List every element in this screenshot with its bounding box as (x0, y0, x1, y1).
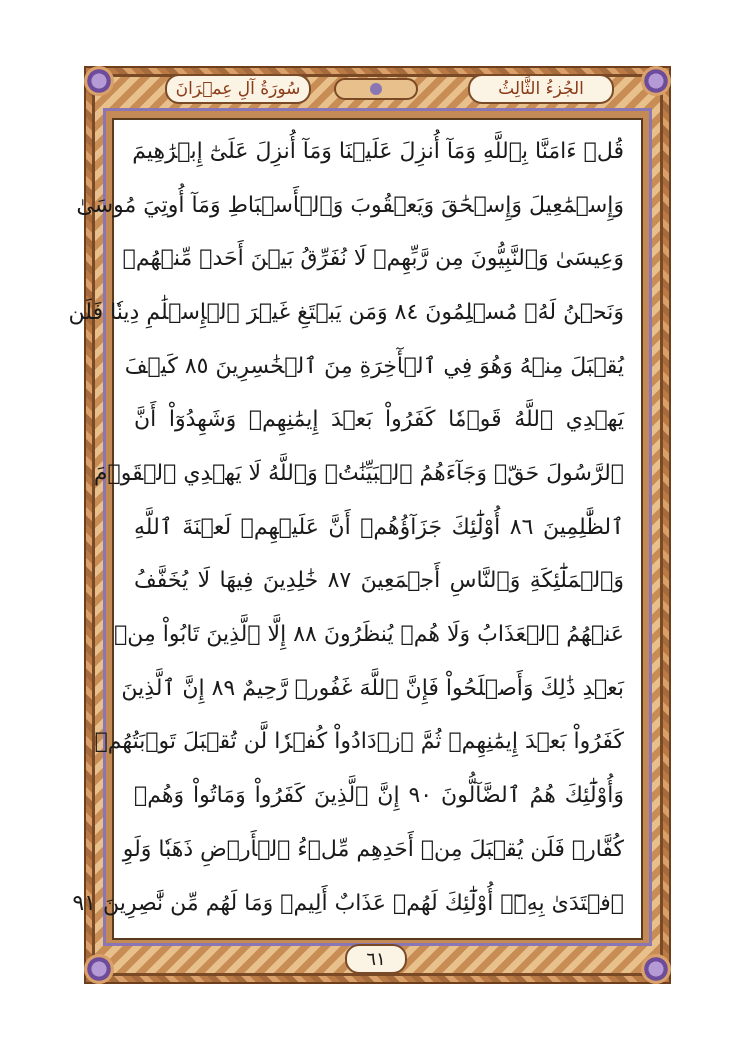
text-line-10: عَنۡهُمُ ٱلۡعَذَابُ وَلَا هُمۡ يُنظَرُونَ ٨٨ إِلَّا ٱلَّذِينَ تَابُواْ مِنۢ (114, 622, 624, 647)
text-line-13: وَأُوْلَٰٓئِكَ هُمُ ٱلضَّآلُّونَ ٩٠ إِنَّ ٱلَّذِينَ كَفَرُواْ وَمَاتُواْ وَهُمۡ (134, 783, 624, 808)
text-line-5: يُقۡبَلَ مِنۡهُ وَهُوَ فِي ٱلۡأٓخِرَةِ مِنَ ٱلۡخَٰسِرِينَ ٨٥ كَيۡفَ (124, 354, 624, 379)
text-line-15: ٱفۡتَدَىٰ بِهِۦٓۗ أُوْلَٰٓئِكَ لَهُمۡ عَذَابٌ أَلِيمٞ وَمَا لَهُم مِّن نَّٰصِرِينَ ٩١ (72, 891, 624, 916)
text-line-11: بَعۡدِ ذَٰلِكَ وَأَصۡلَحُواْ فَإِنَّ ٱللَّهَ غَفُورٞ رَّحِيمٌ ٨٩ إِنَّ ٱلَّذِينَ (121, 676, 624, 701)
corner-ornament-top-right (641, 66, 671, 96)
text-line-7: ٱلرَّسُولَ حَقّٞ وَجَآءَهُمُ ٱلۡبَيِّنَٰتُۚ وَٱللَّهُ لَا يَهۡدِي ٱلۡقَوۡمَ (93, 461, 624, 486)
quran-text-panel (68, 118, 643, 940)
text-line-12: كَفَرُواْ بَعۡدَ إِيمَٰنِهِمۡ ثُمَّ ٱزۡدَادُواْ كُفۡرٗا لَّن تُقۡبَلَ تَوۡبَتُهُمۡ (94, 729, 624, 754)
header-center-ornament (334, 78, 418, 100)
text-line-1: قُلۡ ءَامَنَّا بِٱللَّهِ وَمَآ أُنزِلَ عَلَيۡنَا وَمَآ أُنزِلَ عَلَىٰٓ إِبۡرَٰهِيمَ (132, 139, 624, 164)
text-line-6: يَهۡدِي ٱللَّهُ قَوۡمٗا كَفَرُواْ بَعۡدَ إِيمَٰنِهِمۡ وَشَهِدُوٓاْ أَنَّ (134, 407, 624, 432)
page-number: ٦١ (345, 944, 407, 974)
text-line-4: وَنَحۡنُ لَهُۥ مُسۡلِمُونَ ٨٤ وَمَن يَبۡتَغِ غَيۡرَ ٱلۡإِسۡلَٰمِ دِينٗا فَلَن (68, 300, 624, 325)
text-line-14: كُفَّارٞ فَلَن يُقۡبَلَ مِنۡ أَحَدِهِم مِّلۡءُ ٱلۡأَرۡضِ ذَهَبٗا وَلَوِ (122, 837, 624, 862)
corner-ornament-bottom-right (641, 954, 671, 984)
text-line-3: وَعِيسَىٰ وَٱلنَّبِيُّونَ مِن رَّبِّهِمۡ لَا نُفَرِّقُ بَيۡنَ أَحَدٖ مِّنۡهُمۡ (122, 246, 624, 271)
corner-ornament-top-left (84, 66, 114, 96)
text-line-2: وَإِسۡمَٰعِيلَ وَإِسۡحَٰقَ وَيَعۡقُوبَ وَٱلۡأَسۡبَاطِ وَمَآ أُوتِيَ مُوسَىٰ (76, 193, 624, 218)
corner-ornament-bottom-left (84, 954, 114, 984)
surah-title: سُورَةُ آلِ عِمۡرَانَ (165, 74, 311, 104)
text-line-9: وَٱلۡمَلَٰٓئِكَةِ وَٱلنَّاسِ أَجۡمَعِينَ ٨٧ خَٰلِدِينَ فِيهَا لَا يُخَفَّفُ (134, 568, 625, 593)
juz-title: الجُزءُ الثَّالِثُ (468, 74, 614, 104)
text-line-8: ٱلظَّٰلِمِينَ ٨٦ أُوْلَٰٓئِكَ جَزَآؤُهُمۡ أَنَّ عَلَيۡهِمۡ لَعۡنَةَ ٱللَّهِ (134, 515, 624, 540)
